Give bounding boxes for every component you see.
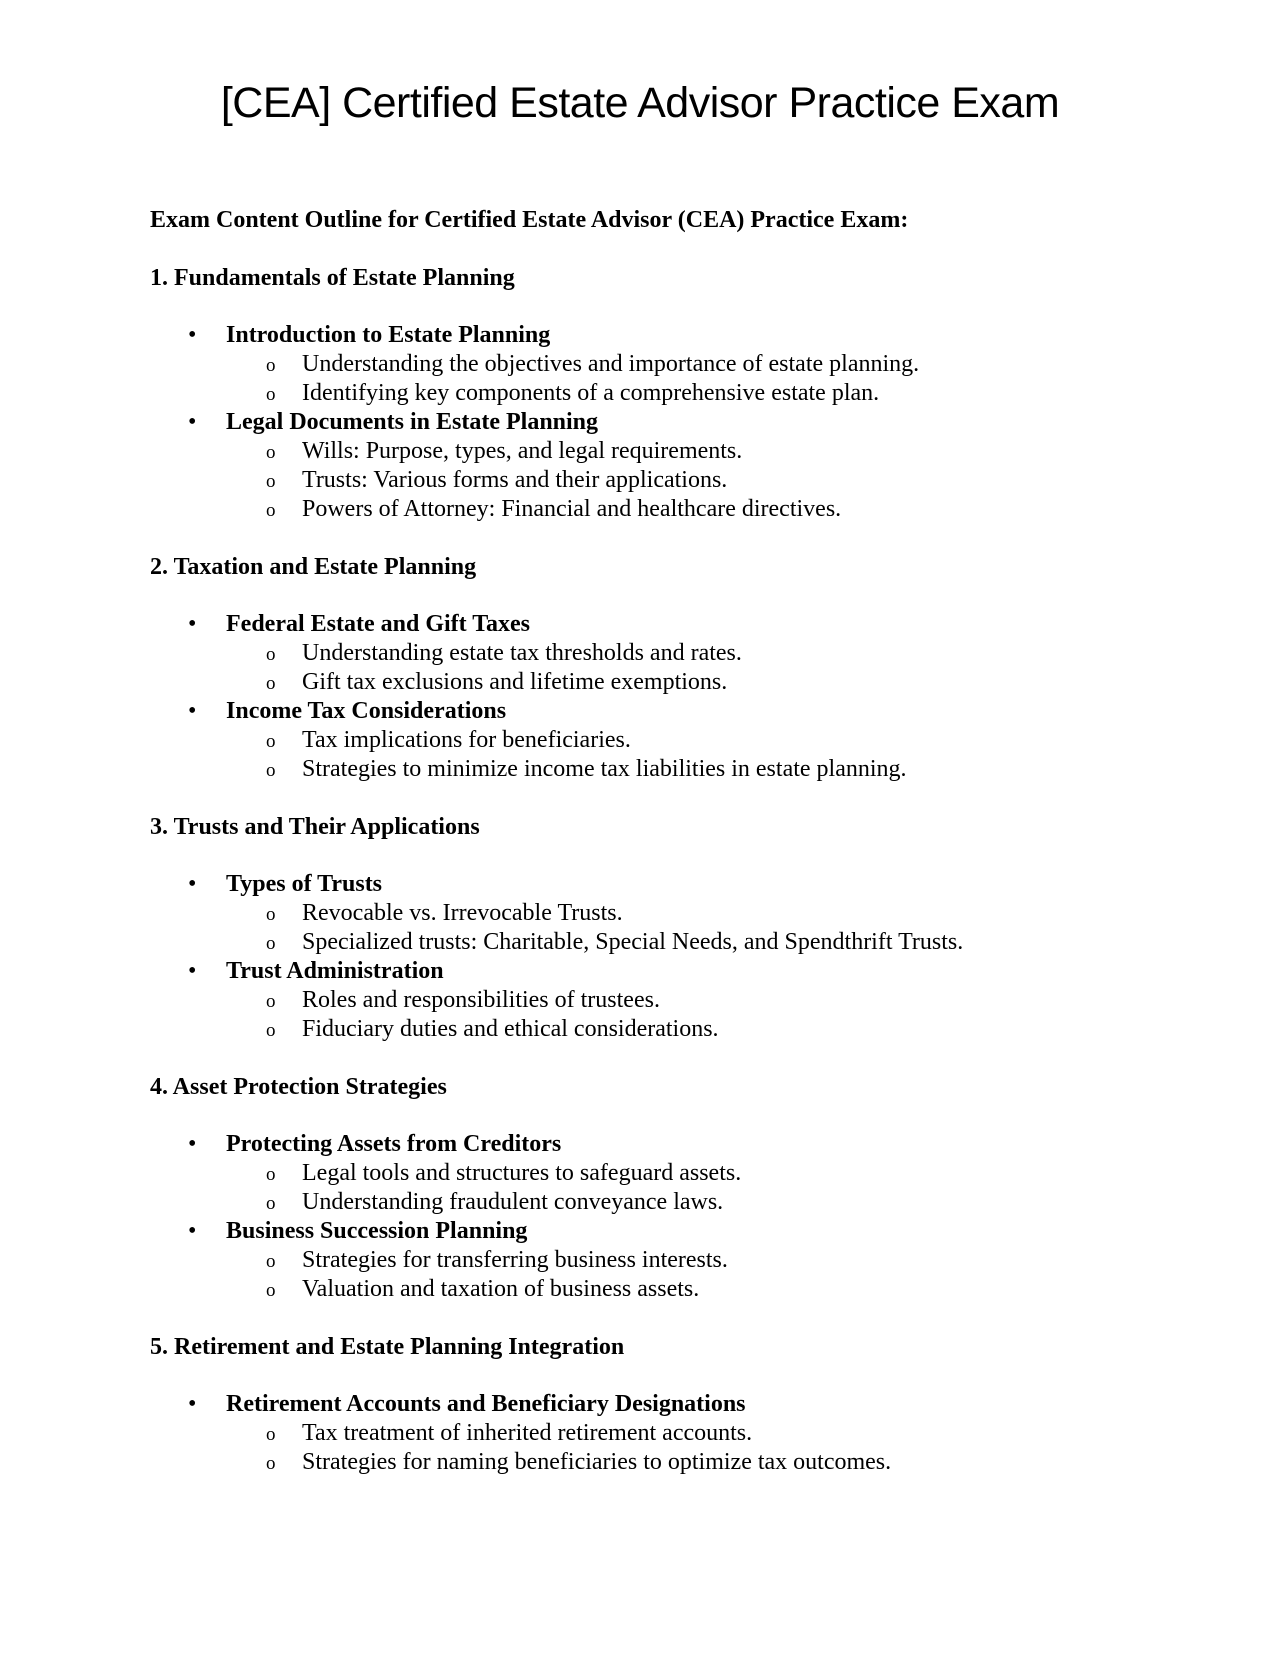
topic-title: Trust Administration	[226, 958, 444, 984]
subtopic-item	[226, 1419, 1210, 1448]
topic-list	[150, 1390, 1210, 1477]
topic-list	[150, 610, 1210, 784]
hollow-circle-bullet-icon: o	[266, 904, 276, 925]
subtopic-item	[226, 726, 1210, 755]
outline-sections	[150, 264, 1210, 1477]
topic-item	[150, 957, 1210, 1044]
subtopic-text: Specialized trusts: Charitable, Special Needs, and Spendthrift Trusts.	[302, 929, 964, 955]
filled-dot-bullet-icon: •	[188, 409, 197, 435]
topic-title: Retirement Accounts and Beneficiary Designations	[226, 1391, 746, 1417]
subtopic-item	[226, 1159, 1210, 1188]
subtopic-text: Tax implications for beneficiaries.	[302, 727, 631, 753]
filled-dot-bullet-icon: •	[188, 322, 197, 348]
subtopic-text: Valuation and taxation of business assets.	[302, 1276, 700, 1302]
filled-dot-bullet-icon: •	[188, 1391, 197, 1417]
subtopic-text: Tax treatment of inherited retirement accounts.	[302, 1420, 753, 1446]
subtopic-item	[226, 755, 1210, 784]
subtopic-item	[226, 986, 1210, 1015]
outline-intro: Exam Content Outline for Certified Estate Advisor (CEA) Practice Exam:	[150, 207, 909, 233]
subtopic-item	[226, 899, 1210, 928]
hollow-circle-bullet-icon: o	[266, 1251, 276, 1272]
topic-item	[150, 1130, 1210, 1217]
subtopic-text: Revocable vs. Irrevocable Trusts.	[302, 900, 623, 926]
subtopic-item	[226, 350, 1210, 379]
subtopic-text: Trusts: Various forms and their applications.	[302, 467, 728, 493]
topic-list	[150, 870, 1210, 1044]
subtopic-text: Strategies to minimize income tax liabilities in estate planning.	[302, 756, 907, 782]
hollow-circle-bullet-icon: o	[266, 442, 276, 463]
hollow-circle-bullet-icon: o	[266, 1164, 276, 1185]
topic-item	[150, 321, 1210, 408]
topic-item	[150, 697, 1210, 784]
subtopic-list	[226, 350, 1210, 408]
subtopic-text: Understanding fraudulent conveyance laws.	[302, 1189, 724, 1215]
subtopic-text: Wills: Purpose, types, and legal requirements.	[302, 438, 743, 464]
hollow-circle-bullet-icon: o	[266, 933, 276, 954]
hollow-circle-bullet-icon: o	[266, 471, 276, 492]
hollow-circle-bullet-icon: o	[266, 673, 276, 694]
filled-dot-bullet-icon: •	[188, 698, 197, 724]
topic-title: Protecting Assets from Creditors	[226, 1131, 562, 1157]
subtopic-item	[226, 1188, 1210, 1217]
topic-item	[150, 870, 1210, 957]
section-heading: 5. Retirement and Estate Planning Integration	[150, 1334, 625, 1360]
subtopic-item	[226, 668, 1210, 697]
document-content	[150, 206, 1210, 1506]
hollow-circle-bullet-icon: o	[266, 760, 276, 781]
subtopic-item	[226, 495, 1210, 524]
filled-dot-bullet-icon: •	[188, 871, 197, 897]
topic-item	[150, 610, 1210, 697]
subtopic-list	[226, 437, 1210, 524]
subtopic-item	[226, 1448, 1210, 1477]
topic-title: Income Tax Considerations	[226, 698, 507, 724]
hollow-circle-bullet-icon: o	[266, 355, 276, 376]
hollow-circle-bullet-icon: o	[266, 1453, 276, 1474]
hollow-circle-bullet-icon: o	[266, 1280, 276, 1301]
subtopic-text: Roles and responsibilities of trustees.	[302, 987, 660, 1013]
section-heading: 4. Asset Protection Strategies	[150, 1074, 447, 1100]
subtopic-list	[226, 986, 1210, 1044]
topic-item	[150, 408, 1210, 524]
subtopic-list	[226, 1419, 1210, 1477]
topic-item	[150, 1390, 1210, 1477]
filled-dot-bullet-icon: •	[188, 611, 197, 637]
subtopic-item	[226, 1015, 1210, 1044]
subtopic-list	[226, 899, 1210, 957]
hollow-circle-bullet-icon: o	[266, 991, 276, 1012]
topic-title: Legal Documents in Estate Planning	[226, 409, 599, 435]
subtopic-text: Identifying key components of a comprehensive estate plan.	[302, 380, 880, 406]
subtopic-item	[226, 379, 1210, 408]
hollow-circle-bullet-icon: o	[266, 1020, 276, 1041]
subtopic-text: Legal tools and structures to safeguard assets.	[302, 1160, 742, 1186]
subtopic-item	[226, 928, 1210, 957]
subtopic-text: Powers of Attorney: Financial and healthcare directives.	[302, 496, 842, 522]
subtopic-text: Fiduciary duties and ethical considerations.	[302, 1016, 719, 1042]
subtopic-list	[226, 1246, 1210, 1304]
subtopic-item	[226, 1275, 1210, 1304]
hollow-circle-bullet-icon: o	[266, 731, 276, 752]
filled-dot-bullet-icon: •	[188, 1131, 197, 1157]
section-heading: 2. Taxation and Estate Planning	[150, 554, 477, 580]
hollow-circle-bullet-icon: o	[266, 644, 276, 665]
subtopic-item	[226, 1246, 1210, 1275]
document-title: [CEA] Certified Estate Advisor Practice Exam	[220, 79, 1060, 127]
section-heading: 3. Trusts and Their Applications	[150, 814, 480, 840]
subtopic-item	[226, 466, 1210, 495]
subtopic-item	[226, 437, 1210, 466]
subtopic-item	[226, 639, 1210, 668]
subtopic-text: Strategies for transferring business interests.	[302, 1247, 728, 1273]
filled-dot-bullet-icon: •	[188, 1218, 197, 1244]
subtopic-text: Gift tax exclusions and lifetime exemptions.	[302, 669, 728, 695]
subtopic-text: Understanding the objectives and importance of estate planning.	[302, 351, 920, 377]
section-heading: 1. Fundamentals of Estate Planning	[150, 265, 515, 291]
hollow-circle-bullet-icon: o	[266, 1424, 276, 1445]
hollow-circle-bullet-icon: o	[266, 384, 276, 405]
subtopic-list	[226, 726, 1210, 784]
subtopic-text: Understanding estate tax thresholds and rates.	[302, 640, 742, 666]
topic-list	[150, 321, 1210, 524]
subtopic-list	[226, 1159, 1210, 1217]
topic-item	[150, 1217, 1210, 1304]
hollow-circle-bullet-icon: o	[266, 500, 276, 521]
subtopic-text: Strategies for naming beneficiaries to optimize tax outcomes.	[302, 1449, 892, 1475]
filled-dot-bullet-icon: •	[188, 958, 197, 984]
topic-title: Federal Estate and Gift Taxes	[226, 611, 530, 637]
hollow-circle-bullet-icon: o	[266, 1193, 276, 1214]
topic-title: Introduction to Estate Planning	[226, 322, 551, 348]
topic-title: Business Succession Planning	[226, 1218, 528, 1244]
subtopic-list	[226, 639, 1210, 697]
topic-title: Types of Trusts	[226, 871, 383, 897]
topic-list	[150, 1130, 1210, 1304]
